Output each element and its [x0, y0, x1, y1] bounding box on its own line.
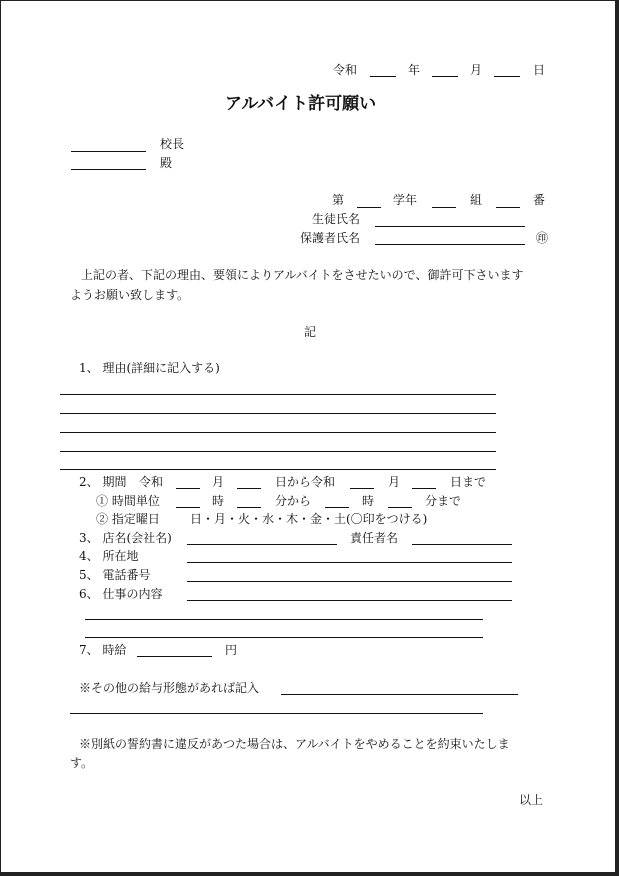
body-line-1: 上記の者、下記の理由、要領によりアルバイトをさせたいので、御許可下さいます [81, 268, 524, 282]
period-until-label: 日まで [450, 475, 487, 489]
phone-blank[interactable] [187, 581, 512, 582]
end-label: 以上 [519, 793, 544, 807]
period-end-day-blank[interactable] [412, 488, 436, 489]
pledge-line-2: す。 [70, 756, 94, 770]
reason-line-5[interactable] [60, 469, 496, 470]
weekday-options[interactable]: 日・月・火・水・木・金・土(〇印をつける) [190, 512, 428, 526]
student-name-label: 生徒氏名 [312, 212, 361, 226]
class-no-label: 第 [332, 193, 345, 207]
day-blank[interactable] [494, 76, 520, 77]
date-year-label: 年 [408, 63, 421, 77]
shop-name-blank[interactable] [187, 544, 337, 545]
ki-heading: 記 [304, 325, 317, 339]
hour-label: 時 [212, 494, 225, 508]
year-blank[interactable] [370, 76, 396, 77]
reason-line-2[interactable] [60, 413, 496, 414]
reason-line-1[interactable] [60, 394, 496, 395]
wage-blank[interactable] [137, 656, 212, 657]
body-line-2: ようお願い致します。 [70, 288, 190, 302]
manager-name-blank[interactable] [412, 544, 512, 545]
principal-name-blank[interactable] [71, 169, 146, 170]
date-day-label: 日 [533, 63, 546, 77]
date-month-label: 月 [470, 63, 483, 77]
guardian-name-label: 保護者氏名 [300, 231, 361, 245]
job-line-3[interactable] [85, 637, 483, 638]
other-pay-line-2[interactable] [70, 713, 483, 714]
period-end-month-blank[interactable] [350, 488, 374, 489]
time-end-min-blank[interactable] [388, 507, 412, 508]
period-start-day-blank[interactable] [237, 488, 261, 489]
other-pay-blank[interactable] [281, 694, 518, 695]
grade-label: 学年 [393, 193, 418, 207]
ban-label: 番 [533, 193, 546, 207]
school-name-blank[interactable] [71, 151, 146, 152]
page-title: アルバイト許可願い [225, 94, 377, 114]
principal-label: 校長 [160, 137, 185, 151]
phone-label: 5、 電話番号 [79, 568, 151, 582]
job-label: 6、 仕事の内容 [79, 587, 163, 601]
date-era: 令和 [333, 63, 358, 77]
reason-line-4[interactable] [60, 451, 496, 452]
min-from-label: 分から [275, 494, 312, 508]
job-blank[interactable] [187, 600, 512, 601]
grade-blank[interactable] [357, 207, 381, 208]
time-unit-label: ① 時間単位 [96, 494, 160, 508]
student-name-blank[interactable] [375, 226, 525, 227]
location-label: 4、 所在地 [79, 549, 139, 563]
period-from-label: 日から令和 [275, 475, 336, 489]
period-month-label: 月 [212, 475, 225, 489]
job-line-2[interactable] [85, 619, 483, 620]
time-start-min-blank[interactable] [237, 507, 261, 508]
wage-label: 7、 時給 [79, 643, 127, 657]
other-pay-label: ※その他の給与形態があれば記入 [79, 681, 260, 695]
days-label: ② 指定曜日 [96, 512, 160, 526]
pledge-line-1: ※別紙の誓約書に違反があつた場合は、アルバイトをやめることを約束いたしま [79, 737, 510, 751]
min-until-label: 分まで [425, 494, 462, 508]
time-end-hour-blank[interactable] [325, 507, 349, 508]
period-month2-label: 月 [388, 475, 401, 489]
honorific-label: 殿 [160, 156, 173, 170]
shop-label: 3、 店名(会社名) [79, 531, 172, 545]
kumi-blank[interactable] [432, 207, 456, 208]
location-blank[interactable] [187, 562, 512, 563]
month-blank[interactable] [432, 76, 458, 77]
hour2-label: 時 [362, 494, 375, 508]
reason-label: 1、 理由(詳細に記入する) [79, 361, 220, 375]
reason-line-3[interactable] [60, 432, 496, 433]
seal-icon: ㊞ [536, 231, 549, 245]
ban-blank[interactable] [496, 207, 520, 208]
guardian-name-blank[interactable] [375, 244, 525, 245]
time-start-hour-blank[interactable] [176, 507, 200, 508]
period-start-month-blank[interactable] [176, 488, 200, 489]
period-label: 2、 期間 [79, 475, 127, 489]
manager-label: 責任者名 [350, 531, 399, 545]
yen-label: 円 [225, 643, 238, 657]
period-era: 令和 [139, 475, 164, 489]
kumi-label: 組 [470, 193, 483, 207]
